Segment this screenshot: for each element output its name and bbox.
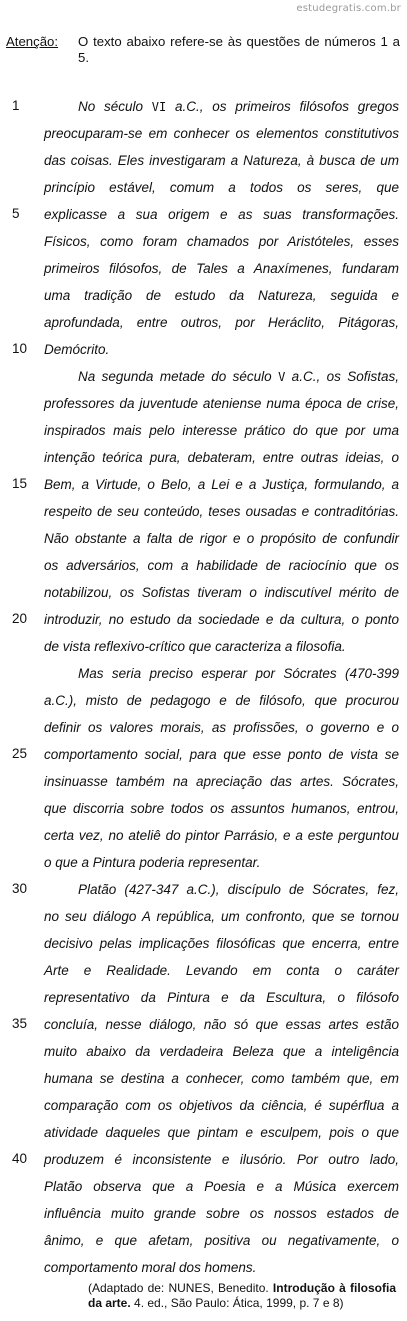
line-text: aprofundada, entre outros, por Heráclito, Pitágoras, (44, 315, 399, 330)
line-text: humana se destina a conhecer, como também que, em (44, 1071, 399, 1086)
line-text: no seu diálogo A república, um confronto, que se tornou (44, 909, 399, 924)
text-line (0, 960, 407, 987)
line-number: 35 (12, 1016, 28, 1031)
line-text: das coisas. Eles investigaram a Natureza, à busca de um (44, 153, 399, 168)
text-line (0, 366, 407, 393)
line-text: influência muito grande sobre os nossos estados de (44, 1206, 399, 1221)
line-number: 1 (12, 98, 20, 113)
text-line (0, 1176, 407, 1203)
line-text: o que a Pintura poderia representar. (44, 855, 261, 870)
line-text: ânimo, e que afetam, positiva ou negativamente, o (44, 1233, 399, 1248)
line-text: muito abaixo da verdadeira Beleza que a inteligência (44, 1044, 399, 1059)
text-line (0, 258, 407, 285)
text-line (0, 1095, 407, 1122)
line-text: respeito de seu conteúdo, teses ousadas e contraditórias. (44, 504, 399, 519)
text-line (0, 933, 407, 960)
text-line (0, 528, 407, 555)
line-text: produzem é inconsistente e ilusório. Por outro lado, (44, 1152, 399, 1167)
line-number: 40 (12, 1151, 28, 1166)
line-text: a.C.), misto de pedagogo e de filósofo, que procurou (44, 693, 399, 708)
text-line (0, 339, 407, 366)
text-line (0, 852, 407, 879)
line-text: que discorria sobre todos os assuntos humanos, entrou, (44, 801, 399, 816)
line-text: uma tradição de estudo da Natureza, seguida e (44, 288, 399, 303)
line-text: comparação com os objetivos da ciência, é supérflua a (44, 1098, 399, 1113)
source-title: Introdução à filosofia da arte. (88, 1281, 396, 1310)
line-text: representativo da Pintura e da Escultura, o filósofo (44, 990, 399, 1005)
text-line (0, 150, 407, 177)
line-text: Demócrito. (44, 342, 110, 357)
text-line (0, 1230, 407, 1257)
text-line (0, 609, 407, 636)
line-number: 10 (12, 341, 28, 356)
text-line (0, 663, 407, 690)
line-text: certa vez, no ateliê do pintor Parrásio, e a este perguntou (44, 828, 399, 843)
text-line (0, 501, 407, 528)
text-line (0, 96, 407, 123)
site-watermark: estudegratis.com.br (296, 3, 401, 14)
line-text: Bem, a Virtude, o Belo, a Lei e a Justiça, formulando, a (44, 477, 399, 492)
text-line (0, 690, 407, 717)
text-line (0, 231, 407, 258)
line-number: 25 (12, 746, 28, 761)
roman-numeral: V (278, 370, 286, 384)
source-prefix: (Adaptado de: NUNES, Benedito. (88, 1281, 273, 1295)
text-line (0, 798, 407, 825)
line-text: definir os valores morais, as profissões, o governo e o (44, 720, 399, 735)
text-line (0, 987, 407, 1014)
line-text: princípio estável, comum a todos os seres, que (44, 180, 399, 195)
text-line (0, 771, 407, 798)
line-number: 15 (12, 476, 28, 491)
line-text: Mas seria preciso esperar por Sócrates (470-399 (78, 666, 399, 681)
line-text: notabilizou, os Sofistas tiveram o indiscutível mérito de (44, 585, 399, 600)
attention-text: O texto abaixo refere-se às questões de números 1 a 5. (78, 34, 400, 65)
source-suffix: 4. ed., São Paulo: Ática, 1999, p. 7 e 8) (130, 1296, 344, 1310)
line-text: professores da juventude ateniense numa época de crise, (44, 396, 399, 411)
roman-numeral: VI (151, 100, 167, 114)
line-text: explicasse a sua origem e as suas transformações. (44, 207, 399, 222)
text-line (0, 474, 407, 501)
text-line (0, 1014, 407, 1041)
text-line (0, 1257, 407, 1284)
line-text: insinuasse também na apreciação das artes. Sócrates, (44, 774, 399, 789)
text-line (0, 177, 407, 204)
text-line (0, 1149, 407, 1176)
text-line (0, 825, 407, 852)
text-line (0, 1041, 407, 1068)
line-number: 5 (12, 206, 20, 221)
line-text: atividade daqueles que pintam e esculpem, pois o que (44, 1125, 399, 1140)
text-line (0, 420, 407, 447)
line-text: Físicos, como foram chamados por Aristóteles, esses (44, 234, 399, 249)
text-line (0, 447, 407, 474)
text-line (0, 582, 407, 609)
line-text: Não obstante a falta de rigor e o propósito de confundir (44, 531, 399, 546)
line-text: Na segunda metade do século V a.C., os Sofistas, (78, 369, 399, 384)
text-line (0, 555, 407, 582)
text-line (0, 204, 407, 231)
text-line (0, 636, 407, 663)
text-line (0, 1203, 407, 1230)
line-text: preocuparam-se em conhecer os elementos constitutivos (44, 126, 399, 141)
line-text: introduzir, no estudo da sociedade e da cultura, o ponto (44, 612, 399, 627)
line-text: Platão observa que a Poesia e a Música exercem (44, 1179, 399, 1194)
line-text: de vista reflexivo-crítico que caracteriza a filosofia. (44, 639, 346, 654)
line-number: 20 (12, 611, 28, 626)
text-line (0, 312, 407, 339)
line-text: comportamento moral dos homens. (44, 1260, 257, 1275)
text-line (0, 1068, 407, 1095)
line-text: comportamento social, para que esse ponto de vista se (44, 747, 399, 762)
line-text: No século VI a.C., os primeiros filósofos gregos (78, 99, 399, 114)
text-line (0, 879, 407, 906)
line-text: Arte e Realidade. Levando em conta o caráter (44, 963, 399, 978)
text-line (0, 393, 407, 420)
text-line (0, 1122, 407, 1149)
attention-label: Atenção: (6, 34, 59, 49)
line-text: intenção teórica pura, debateram, entre outras ideias, o (44, 450, 399, 465)
line-text: concluía, nesse diálogo, não só que essas artes estão (44, 1017, 399, 1032)
reading-text (0, 96, 407, 1284)
line-text: os adversários, com a habilidade de raciocínio que os (44, 558, 399, 573)
line-text: primeiros filósofos, de Tales a Anaxímenes, fundaram (44, 261, 399, 276)
line-text: inspirados mais pelo interesse prático do que por uma (44, 423, 399, 438)
text-line (0, 906, 407, 933)
text-line (0, 744, 407, 771)
text-line (0, 285, 407, 312)
source-citation (88, 1281, 396, 1311)
text-line (0, 717, 407, 744)
line-number: 30 (12, 881, 28, 896)
line-text: decisivo pelas implicações filosóficas que encerra, entre (44, 936, 399, 951)
text-line (0, 123, 407, 150)
line-text: Platão (427-347 a.C.), discípulo de Sócrates, fez, (78, 882, 399, 897)
